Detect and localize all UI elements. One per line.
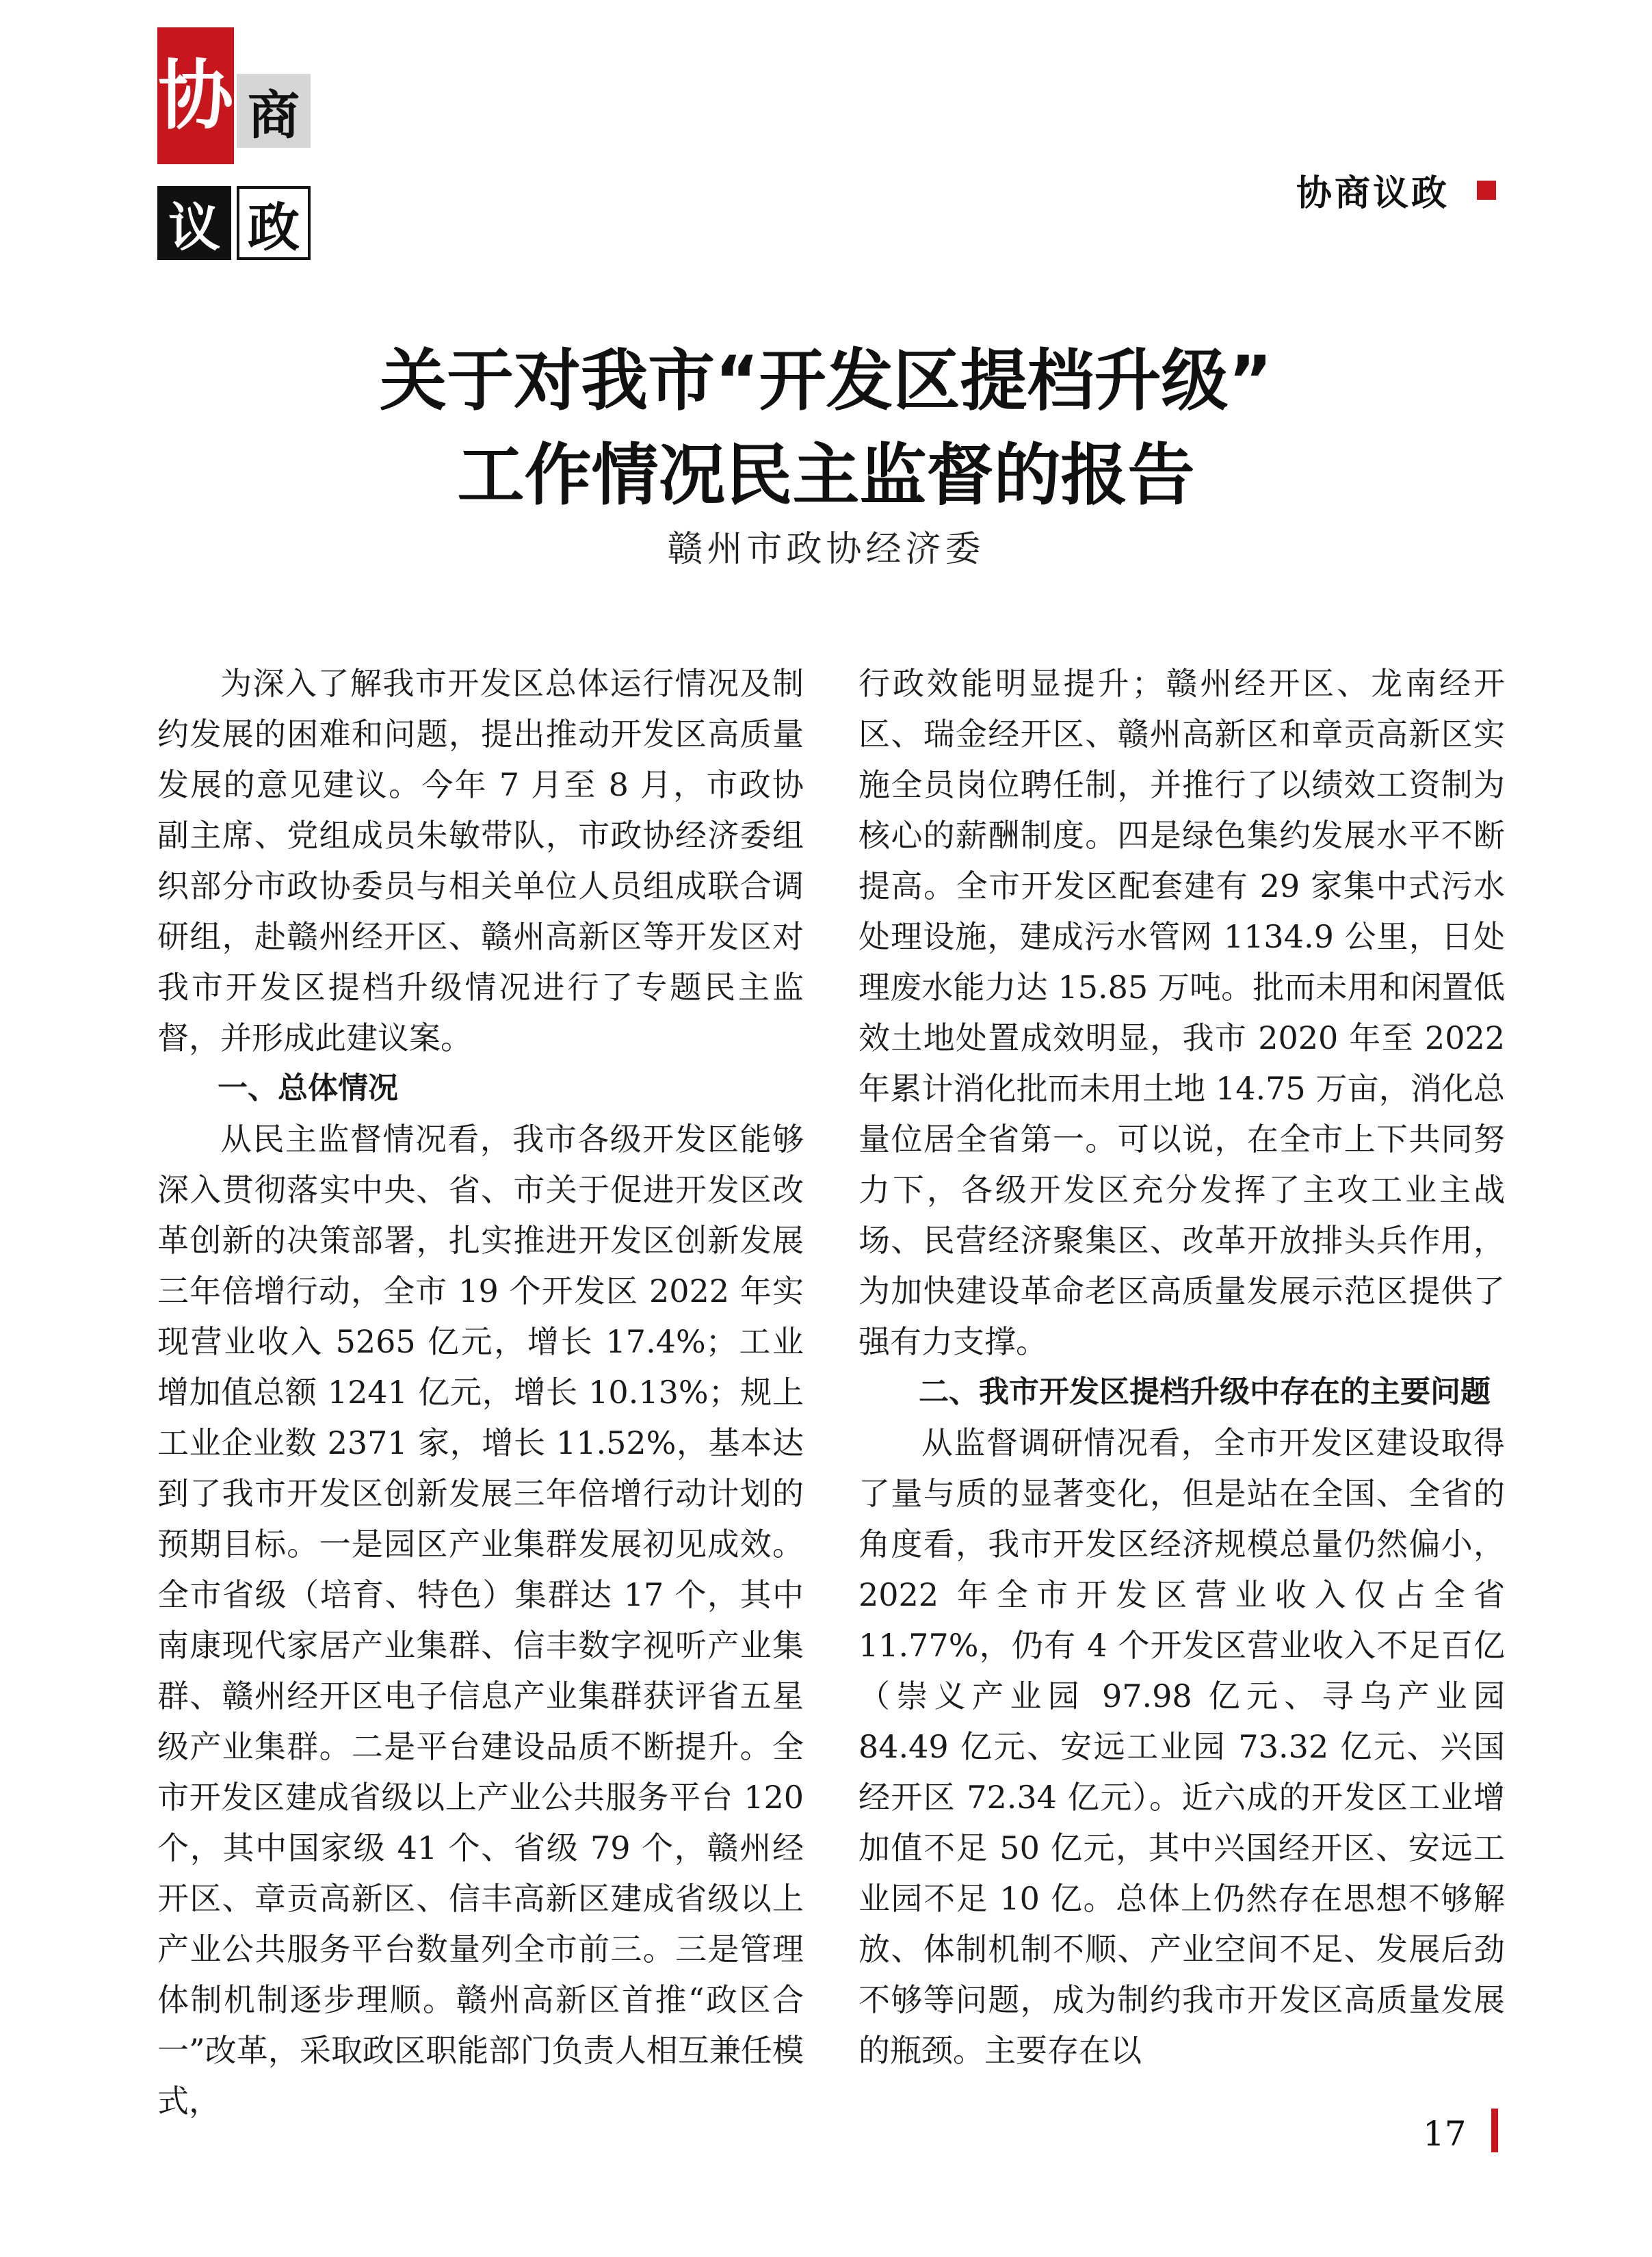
column-tag (1296, 164, 1496, 216)
logo-char-xie: 协 (157, 27, 234, 164)
article-title (0, 334, 1652, 523)
paragraph: 从民主监督情况看，我市各级开发区能够深入贯彻落实中央、省、市关于促进开发区改革创新的决策部署，扎实推进开发区创新发展三年倍增行动，全市 19 个开发区 2022 年实现营业收入 5265 亿元，增长 17.4%；工业增加值总额 1241 亿元，增长 10.13%；规上工业企业数 2371 家，增长 11.52%，基本达到了我市开发区创新发展三年倍增行动计划的预期目标。一是园区产业集群发展初见成效。全市省级（培育、特色）集群达 17 个，其中南康现代家居产业集群、信丰数字视听产业集群、赣州经开区电子信息产业集群获评省五星级产业集群。二是平台建设品质不断提升。全市开发区建成省级以上产业公共服务平台 120 个，其中国家级 41 个、省级 79 个，赣州经开区、章贡高新区、信丰高新区建成省级以上产业公共服务平台数量列全市前三。三是管理体制机制逐步理顺。赣州高新区首推“政区合一”改革，采取政区职能部门负责人相互兼任模式， (157, 1121, 804, 2119)
article-author: 赣州市政协经济委 (667, 529, 985, 570)
section-heading: 二、我市开发区提档升级中存在的主要问题 (919, 1374, 1491, 1409)
paragraph: 行政效能明显提升；赣州经开区、龙南经开区、瑞金经开区、赣州高新区和章贡高新区实施全员岗位聘任制，并推行了以绩效工资制为核心的薪酬制度。四是绿色集约发展水平不断提高。全市开发区配套建有 29 家集中式污水处理设施，建成污水管网 1134.9 公里，日处理废水能力达 15.85 万吨。批而未用和闲置低效土地处置成效明显，我市 2020 年至 2022 年累计消化批而未用土地 14.75 万亩，消化总量位居全省第一。可以说，在全市上下共同努力下，各级开发区充分发挥了主攻工业主战场、民营经济聚集区、改革开放排头兵作用，为加快建设革命老区高质量发展示范区提供了强有力支撑。 (858, 665, 1505, 1360)
column-logo (157, 27, 315, 258)
logo-char-shang: 商 (237, 74, 311, 148)
paragraph: 从监督调研情况看，全市开发区建设取得了量与质的显著变化，但是站在全国、全省的角度看，我市开发区经济规模总量仍然偏小，2022 年全市开发区营业收入仅占全省 11.77%，仍有 4 个开发区营业收入不足百亿（崇义产业园 97.98 亿元、寻乌产业园 84.49 亿元、安远工业园 73.32 亿元、兴国经开区 72.34 亿元）。近六成的开发区工业增加值不足 50 亿元，其中兴国经开区、安远工业园不足 10 亿。总体上仍然存在思想不够解放、体制机制不顺、产业空间不足、发展后劲不够等问题，成为制约我市开发区高质量发展的瓶颈。主要存在以 (858, 1424, 1505, 2069)
logo-char-yi: 议 (157, 186, 231, 260)
paragraph: 为深入了解我市开发区总体运行情况及制约发展的困难和问题，提出推动开发区高质量发展的意见建议。今年 7 月至 8 月，市政协副主席、党组成员朱敏带队，市政协经济委组织部分市政协委员与相关单位人员组成联合调研组，赴赣州经开区、赣州高新区等开发区对我市开发区提档升级情况进行了专题民主监督，并形成此建议案。 (157, 665, 804, 1056)
logo-char-zheng: 政 (237, 186, 311, 260)
section-heading: 一、总体情况 (218, 1071, 398, 1106)
red-square-icon (1477, 181, 1496, 200)
left-column (157, 658, 804, 2126)
title-line-2: 工作情况民主监督的报告 (457, 436, 1195, 514)
page-number-bar (1491, 2109, 1498, 2152)
page-number: 17 (1423, 2114, 1467, 2154)
column-tag-label: 协商议政 (1296, 172, 1450, 214)
right-column (858, 658, 1505, 2076)
title-line-1: 关于对我市“开发区提档升级” (380, 342, 1272, 420)
